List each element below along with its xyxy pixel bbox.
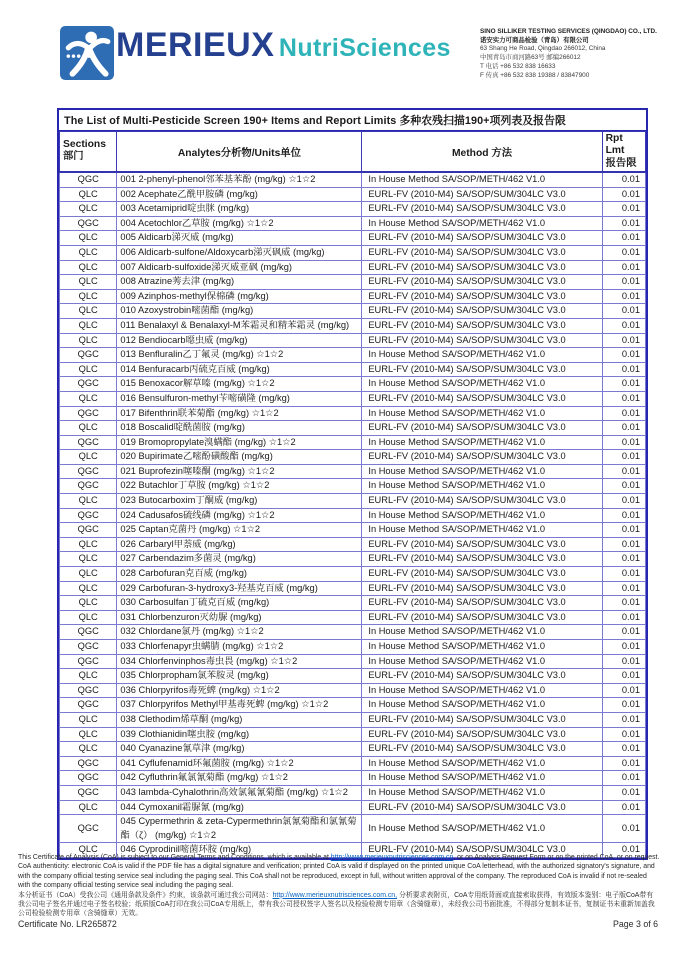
cell-analyte: 040 Cyanazine氰草津 (mg/kg): [117, 742, 362, 757]
cell-section: QLC: [60, 537, 117, 552]
cell-analyte: 022 Butachlor丁草胺 (mg/kg) ☆1☆2: [117, 479, 362, 494]
cell-limit: 0.01: [602, 625, 645, 640]
cell-section: QGC: [60, 640, 117, 655]
cell-analyte: 039 Clothianidin噻虫胺 (mg/kg): [117, 727, 362, 742]
cell-limit: 0.01: [602, 391, 645, 406]
cell-section: QLC: [60, 494, 117, 509]
header-rpt-zh: 报告限: [605, 157, 637, 169]
cell-analyte: 024 Cadusafos硫线磷 (mg/kg) ☆1☆2: [117, 508, 362, 523]
cell-section: QGC: [60, 172, 117, 187]
cell-analyte: 029 Carbofuran-3-hydroxy3-羟基克百威 (mg/kg): [117, 581, 362, 596]
cell-limit: 0.01: [602, 362, 645, 377]
header-sections: [60, 131, 117, 172]
cell-analyte: 030 Carbosulfan丁硫克百威 (mg/kg): [117, 596, 362, 611]
cell-limit: 0.01: [602, 596, 645, 611]
table-row: [60, 245, 646, 260]
table-row: [60, 581, 646, 596]
cell-limit: 0.01: [602, 581, 645, 596]
cell-method: In House Method SA/SOP/METH/462 V1.0: [362, 464, 602, 479]
cell-method: In House Method SA/SOP/METH/462 V1.0: [362, 640, 602, 655]
cell-method: EURL-FV (2010-M4) SA/SOP/SUM/304LC V3.0: [362, 610, 602, 625]
cell-method: In House Method SA/SOP/METH/462 V1.0: [362, 348, 602, 363]
cell-analyte: 036 Chlorpyrifos毒死蜱 (mg/kg) ☆1☆2: [117, 683, 362, 698]
cell-analyte: 034 Chlorfenvinphos毒虫畏 (mg/kg) ☆1☆2: [117, 654, 362, 669]
table-row: [60, 362, 646, 377]
cell-limit: 0.01: [602, 683, 645, 698]
cell-limit: 0.01: [602, 815, 645, 843]
cell-method: EURL-FV (2010-M4) SA/SOP/SUM/304LC V3.0: [362, 567, 602, 582]
cell-analyte: 027 Carbendazim多菌灵 (mg/kg): [117, 552, 362, 567]
header-rpt-en: Rpt Lmt: [605, 132, 625, 156]
cell-limit: 0.01: [602, 640, 645, 655]
cell-analyte: 015 Benoxacor解草嗪 (mg/kg) ☆1☆2: [117, 377, 362, 392]
cell-analyte: 032 Chlordane氯丹 (mg/kg) ☆1☆2: [117, 625, 362, 640]
cell-section: QLC: [60, 231, 117, 246]
cell-method: In House Method SA/SOP/METH/462 V1.0: [362, 523, 602, 538]
table-row: [60, 698, 646, 713]
cell-analyte: 033 Chlorfenapyr虫螨腈 (mg/kg) ☆1☆2: [117, 640, 362, 655]
cell-section: QLC: [60, 712, 117, 727]
cell-limit: 0.01: [602, 552, 645, 567]
cell-limit: 0.01: [602, 406, 645, 421]
cell-limit: 0.01: [602, 712, 645, 727]
cell-analyte: 013 Benfluralin乙丁氟灵 (mg/kg) ☆1☆2: [117, 348, 362, 363]
cell-limit: 0.01: [602, 567, 645, 582]
cell-analyte: 016 Bensulfuron-methyl苄嘧磺隆 (mg/kg): [117, 391, 362, 406]
cell-method: EURL-FV (2010-M4) SA/SOP/SUM/304LC V3.0: [362, 669, 602, 684]
table-row: [60, 260, 646, 275]
table-row: [60, 187, 646, 202]
cell-section: QLC: [60, 843, 117, 858]
cell-analyte: 026 Carbaryl甲萘威 (mg/kg): [117, 537, 362, 552]
cell-method: EURL-FV (2010-M4) SA/SOP/SUM/304LC V3.0: [362, 537, 602, 552]
cell-section: QLC: [60, 260, 117, 275]
cell-method: In House Method SA/SOP/METH/462 V1.0: [362, 508, 602, 523]
table-row: [60, 333, 646, 348]
cell-method: EURL-FV (2010-M4) SA/SOP/SUM/304LC V3.0: [362, 202, 602, 217]
cell-analyte: 004 Acetochlor乙草胺 (mg/kg) ☆1☆2: [117, 216, 362, 231]
cell-limit: 0.01: [602, 610, 645, 625]
cell-method: In House Method SA/SOP/METH/462 V1.0: [362, 625, 602, 640]
cell-analyte: 035 Chlorpropham氯苯胺灵 (mg/kg): [117, 669, 362, 684]
cell-section: QLC: [60, 581, 117, 596]
table-row: [60, 669, 646, 684]
cell-section: QLC: [60, 450, 117, 465]
cell-section: QLC: [60, 727, 117, 742]
company-name-en: SINO SILLIKER TESTING SERVICES (QINGDAO) CO., LTD.: [480, 28, 657, 35]
cell-method: EURL-FV (2010-M4) SA/SOP/SUM/304LC V3.0: [362, 275, 602, 290]
cell-section: QLC: [60, 275, 117, 290]
cell-method: In House Method SA/SOP/METH/462 V1.0: [362, 771, 602, 786]
table-title: The List of Multi-Pesticide Screen 190+ Items and Report Limits 多种农残扫描190+项列表及报告限: [59, 110, 646, 131]
cell-limit: 0.01: [602, 654, 645, 669]
table-row: [60, 421, 646, 436]
table-row: [60, 391, 646, 406]
cell-method: EURL-FV (2010-M4) SA/SOP/SUM/304LC V3.0: [362, 421, 602, 436]
cell-method: EURL-FV (2010-M4) SA/SOP/SUM/304LC V3.0: [362, 304, 602, 319]
cell-section: QGC: [60, 625, 117, 640]
page-header: [60, 26, 665, 80]
table-row: [60, 756, 646, 771]
cell-section: QGC: [60, 216, 117, 231]
cell-section: QGC: [60, 756, 117, 771]
table-row: [60, 479, 646, 494]
cell-limit: 0.01: [602, 172, 645, 187]
cell-analyte: 046 Cyprodinil嘧菌环胺 (mg/kg): [117, 843, 362, 858]
cell-section: QLC: [60, 742, 117, 757]
table-row: [60, 289, 646, 304]
company-fax: F 传真 +86 532 838 19388 / 83847900: [480, 71, 590, 79]
cell-analyte: 018 Boscalid啶酰菌胺 (mg/kg): [117, 421, 362, 436]
table-row: [60, 377, 646, 392]
cell-method: EURL-FV (2010-M4) SA/SOP/SUM/304LC V3.0: [362, 742, 602, 757]
cell-limit: 0.01: [602, 275, 645, 290]
cell-section: QLC: [60, 421, 117, 436]
cell-method: EURL-FV (2010-M4) SA/SOP/SUM/304LC V3.0: [362, 450, 602, 465]
table-row: [60, 523, 646, 538]
table-row: [60, 216, 646, 231]
cell-limit: 0.01: [602, 348, 645, 363]
cell-method: EURL-FV (2010-M4) SA/SOP/SUM/304LC V3.0: [362, 843, 602, 858]
page-number: Page 3 of 6: [613, 919, 658, 929]
cell-section: QGC: [60, 698, 117, 713]
table-row: [60, 464, 646, 479]
cell-limit: 0.01: [602, 800, 645, 815]
cell-limit: 0.01: [602, 450, 645, 465]
brand-name-nutrisciences: NutriSciences: [278, 34, 451, 62]
cell-section: QGC: [60, 654, 117, 669]
cell-method: EURL-FV (2010-M4) SA/SOP/SUM/304LC V3.0: [362, 245, 602, 260]
cell-limit: 0.01: [602, 216, 645, 231]
cell-analyte: 011 Benalaxyl & Benalaxyl-M苯霜灵和精苯霜灵 (mg/kg): [117, 318, 362, 333]
legal-paragraph-zh: [18, 891, 660, 919]
terms-link-zh[interactable]: http://www.merieuxnutrisciences.com.cn,: [272, 891, 398, 899]
terms-link-en[interactable]: http://www.merieuxnutrisciences.com.cn: [330, 854, 454, 861]
table-row: [60, 610, 646, 625]
cell-analyte: 003 Acetamiprid啶虫脒 (mg/kg): [117, 202, 362, 217]
table-row: [60, 567, 646, 582]
cell-section: QLC: [60, 245, 117, 260]
cell-analyte: 005 Aldicarb涕灭威 (mg/kg): [117, 231, 362, 246]
cell-method: EURL-FV (2010-M4) SA/SOP/SUM/304LC V3.0: [362, 712, 602, 727]
cell-analyte: 017 Bifenthrin联苯菊酯 (mg/kg) ☆1☆2: [117, 406, 362, 421]
cell-analyte: 031 Chlorbenzuron灭幼脲 (mg/kg): [117, 610, 362, 625]
table-header-row: [60, 131, 646, 172]
cell-analyte: 043 lambda-Cyhalothrin高效氯氟氰菊酯 (mg/kg) ☆1☆2: [117, 785, 362, 800]
cell-method: EURL-FV (2010-M4) SA/SOP/SUM/304LC V3.0: [362, 362, 602, 377]
cell-method: In House Method SA/SOP/METH/462 V1.0: [362, 698, 602, 713]
cell-analyte: 009 Azinphos-methyl保棉磷 (mg/kg): [117, 289, 362, 304]
cell-limit: 0.01: [602, 727, 645, 742]
table-row: [60, 275, 646, 290]
cell-method: EURL-FV (2010-M4) SA/SOP/SUM/304LC V3.0: [362, 494, 602, 509]
cell-analyte: 044 Cymoxanil霜脲氰 (mg/kg): [117, 800, 362, 815]
table-row: [60, 348, 646, 363]
cell-limit: 0.01: [602, 464, 645, 479]
cell-limit: 0.01: [602, 260, 645, 275]
cell-method: EURL-FV (2010-M4) SA/SOP/SUM/304LC V3.0: [362, 581, 602, 596]
cell-method: EURL-FV (2010-M4) SA/SOP/SUM/304LC V3.0: [362, 231, 602, 246]
cell-method: In House Method SA/SOP/METH/462 V1.0: [362, 172, 602, 187]
table-header: [60, 131, 646, 172]
header-sections-en: Sections: [63, 138, 106, 150]
report-content-box: [57, 108, 648, 860]
table-row: [60, 494, 646, 509]
cell-section: QLC: [60, 552, 117, 567]
table-row: [60, 815, 646, 843]
table-row: [60, 654, 646, 669]
cell-section: QLC: [60, 800, 117, 815]
table-row: [60, 537, 646, 552]
cell-section: QGC: [60, 406, 117, 421]
cell-analyte: 023 Butocarboxim丁酮威 (mg/kg): [117, 494, 362, 509]
cell-limit: 0.01: [602, 508, 645, 523]
cell-section: QGC: [60, 348, 117, 363]
cell-section: QLC: [60, 187, 117, 202]
cell-method: In House Method SA/SOP/METH/462 V1.0: [362, 216, 602, 231]
cell-section: QLC: [60, 333, 117, 348]
cell-section: QLC: [60, 669, 117, 684]
cell-method: In House Method SA/SOP/METH/462 V1.0: [362, 406, 602, 421]
company-address-zh: 中国青岛市商河路63号 邮编266012: [480, 54, 581, 62]
table-row: [60, 683, 646, 698]
cell-method: In House Method SA/SOP/METH/462 V1.0: [362, 785, 602, 800]
company-info-block: [480, 28, 665, 80]
table-row: [60, 435, 646, 450]
table-body: [60, 172, 646, 857]
company-address-en: 63 Shang He Road, Qingdao 266012, China: [480, 45, 606, 53]
table-row: [60, 172, 646, 187]
cell-analyte: 001 2-phenyl-phenol邻苯基苯酚 (mg/kg) ☆1☆2: [117, 172, 362, 187]
cell-analyte: 012 Bendiocarb噁虫威 (mg/kg): [117, 333, 362, 348]
cell-method: In House Method SA/SOP/METH/462 V1.0: [362, 377, 602, 392]
table-row: [60, 625, 646, 640]
table-row: [60, 785, 646, 800]
table-row: [60, 712, 646, 727]
header-method: Method 方法: [362, 131, 602, 172]
cell-limit: 0.01: [602, 523, 645, 538]
cell-limit: 0.01: [602, 742, 645, 757]
cell-section: QLC: [60, 596, 117, 611]
table-row: [60, 742, 646, 757]
cell-limit: 0.01: [602, 187, 645, 202]
logo-wordmark: [116, 28, 451, 62]
cell-method: EURL-FV (2010-M4) SA/SOP/SUM/304LC V3.0: [362, 318, 602, 333]
cell-section: QGC: [60, 815, 117, 843]
cell-analyte: 021 Buprofezin噻嗪酮 (mg/kg) ☆1☆2: [117, 464, 362, 479]
cell-section: QLC: [60, 202, 117, 217]
cell-section: QLC: [60, 391, 117, 406]
cell-section: QLC: [60, 289, 117, 304]
merieux-logo: [60, 26, 451, 80]
cell-limit: 0.01: [602, 494, 645, 509]
cell-method: EURL-FV (2010-M4) SA/SOP/SUM/304LC V3.0: [362, 727, 602, 742]
legal-zh-text-1: 本分析证书（CoA）受我公司《通用条款及条件》约束，该条款可通过我公司网站：: [18, 891, 273, 899]
legal-paragraph-en: [18, 853, 660, 891]
footer-meta: [18, 919, 658, 929]
cell-limit: 0.01: [602, 304, 645, 319]
cell-analyte: 002 Acephate乙酰甲胺磷 (mg/kg): [117, 187, 362, 202]
cell-analyte: 025 Captan克菌丹 (mg/kg) ☆1☆2: [117, 523, 362, 538]
cell-section: QGC: [60, 683, 117, 698]
cell-limit: 0.01: [602, 231, 645, 246]
cell-limit: 0.01: [602, 698, 645, 713]
cell-method: EURL-FV (2010-M4) SA/SOP/SUM/304LC V3.0: [362, 187, 602, 202]
cell-section: QGC: [60, 435, 117, 450]
cell-limit: 0.01: [602, 333, 645, 348]
table-row: [60, 727, 646, 742]
cell-method: In House Method SA/SOP/METH/462 V1.0: [362, 435, 602, 450]
cell-analyte: 042 Cyfluthrin氟氯氰菊酯 (mg/kg) ☆1☆2: [117, 771, 362, 786]
table-row: [60, 406, 646, 421]
cell-section: QGC: [60, 479, 117, 494]
merieux-figure-icon: [60, 26, 114, 80]
cell-analyte: 019 Bromopropylate溴螨酯 (mg/kg) ☆1☆2: [117, 435, 362, 450]
cell-limit: 0.01: [602, 377, 645, 392]
cell-method: EURL-FV (2010-M4) SA/SOP/SUM/304LC V3.0: [362, 552, 602, 567]
table-row: [60, 596, 646, 611]
table-row: [60, 640, 646, 655]
cell-method: EURL-FV (2010-M4) SA/SOP/SUM/304LC V3.0: [362, 800, 602, 815]
cell-section: QLC: [60, 304, 117, 319]
table-row: [60, 552, 646, 567]
table-row: [60, 450, 646, 465]
brand-name-merieux: MERIEUX: [116, 26, 275, 64]
cell-limit: 0.01: [602, 435, 645, 450]
cell-analyte: 020 Bupirimate乙嘧酚磺酸酯 (mg/kg): [117, 450, 362, 465]
cell-limit: 0.01: [602, 843, 645, 858]
cell-limit: 0.01: [602, 245, 645, 260]
legal-zh-text-2: 分析要求表附页，CoA专用纸背面或直接索取获得，有效版本鉴别：电子版CoA带有我公司电子签名并通过电子签名校验；纸质版CoA打印在我公司CoA专用纸上，带有我公司授权签字人签名以及检验检测专用章（含骑缝章），未经我公司书面批准，不得部分复制本证书，复制证书未重新加盖我公司检验检测专用章（含骑缝章）无效。: [18, 891, 655, 918]
cell-limit: 0.01: [602, 289, 645, 304]
cell-analyte: 008 Atrazine莠去津 (mg/kg): [117, 275, 362, 290]
cell-method: In House Method SA/SOP/METH/462 V1.0: [362, 756, 602, 771]
legal-notes: [18, 853, 660, 919]
header-analytes: Analytes分析物/Units单位: [117, 131, 362, 172]
legal-en-text-2: , or on Analysis Request Form or on the printed CoA, or on request. CoA authenticity: electronic CoA is valid if the PDF file has a digital signature and verification; printed CoA is valid if displayed on the printed unique CoA letterhead, with the authorized signatory's signature, and with the company official testing service seal including the paging seal. This CoA shall not be reproduced, except in full, without written approval of the company. The reproduced CoA is invalid if not re-sealed with the company official testing service seal including the paging seal.: [18, 854, 660, 890]
cell-limit: 0.01: [602, 318, 645, 333]
cell-section: QGC: [60, 508, 117, 523]
cell-analyte: 038 Clethodim烯草酮 (mg/kg): [117, 712, 362, 727]
cell-method: In House Method SA/SOP/METH/462 V1.0: [362, 683, 602, 698]
legal-en-text-1: This Certificate of Analysis (CoA) is subject to our General Terms and Conditions, which is available at: [18, 854, 331, 861]
table-row: [60, 202, 646, 217]
cell-limit: 0.01: [602, 785, 645, 800]
cell-limit: 0.01: [602, 756, 645, 771]
table-row: [60, 318, 646, 333]
cell-analyte: 014 Benfuracarb丙硫克百威 (mg/kg): [117, 362, 362, 377]
cell-method: EURL-FV (2010-M4) SA/SOP/SUM/304LC V3.0: [362, 260, 602, 275]
cell-analyte: 041 Cyflufenamid环氟菌胺 (mg/kg) ☆1☆2: [117, 756, 362, 771]
cell-method: EURL-FV (2010-M4) SA/SOP/SUM/304LC V3.0: [362, 596, 602, 611]
cell-limit: 0.01: [602, 669, 645, 684]
cell-method: EURL-FV (2010-M4) SA/SOP/SUM/304LC V3.0: [362, 391, 602, 406]
pesticide-table: [59, 131, 646, 858]
cell-section: QGC: [60, 377, 117, 392]
header-sections-zh: 部门: [63, 151, 84, 163]
company-name-zh: 诺安实力可商品检验（青岛）有限公司: [480, 36, 589, 44]
table-row: [60, 771, 646, 786]
cell-section: QGC: [60, 771, 117, 786]
cell-limit: 0.01: [602, 771, 645, 786]
cell-method: In House Method SA/SOP/METH/462 V1.0: [362, 479, 602, 494]
cell-analyte: 007 Aldicarb-sulfoxide涕灭威亚砜 (mg/kg): [117, 260, 362, 275]
certificate-number: Certificate No. LR265872: [18, 919, 117, 929]
cell-analyte: 010 Azoxystrobin嘧菌酯 (mg/kg): [117, 304, 362, 319]
cell-section: QLC: [60, 567, 117, 582]
cell-section: QGC: [60, 464, 117, 479]
cell-analyte: 028 Carbofuran克百威 (mg/kg): [117, 567, 362, 582]
cell-method: In House Method SA/SOP/METH/462 V1.0: [362, 815, 602, 843]
cell-section: QLC: [60, 362, 117, 377]
header-rpt-lmt: [602, 131, 645, 172]
cell-limit: 0.01: [602, 202, 645, 217]
cell-method: EURL-FV (2010-M4) SA/SOP/SUM/304LC V3.0: [362, 289, 602, 304]
table-row: [60, 304, 646, 319]
cell-limit: 0.01: [602, 479, 645, 494]
cell-limit: 0.01: [602, 537, 645, 552]
cell-limit: 0.01: [602, 421, 645, 436]
cell-section: QLC: [60, 318, 117, 333]
cell-method: EURL-FV (2010-M4) SA/SOP/SUM/304LC V3.0: [362, 333, 602, 348]
table-row: [60, 508, 646, 523]
cell-analyte: 006 Aldicarb-sulfone/Aldoxycarb涕灭砜威 (mg/kg): [117, 245, 362, 260]
table-row: [60, 231, 646, 246]
table-row: [60, 800, 646, 815]
cell-section: QLC: [60, 610, 117, 625]
company-tel: T 电话 +86 532 838 16633: [480, 62, 556, 70]
cell-section: QGC: [60, 785, 117, 800]
cell-method: In House Method SA/SOP/METH/462 V1.0: [362, 654, 602, 669]
cell-analyte: 037 Chlorpyrifos Methyl甲基毒死蜱 (mg/kg) ☆1☆2: [117, 698, 362, 713]
cell-analyte: 045 Cypermethrin & zeta-Cypermethrin氯氰菊酯和氯氰菊酯（ζ） (mg/kg) ☆1☆2: [117, 815, 362, 843]
cell-section: QGC: [60, 523, 117, 538]
